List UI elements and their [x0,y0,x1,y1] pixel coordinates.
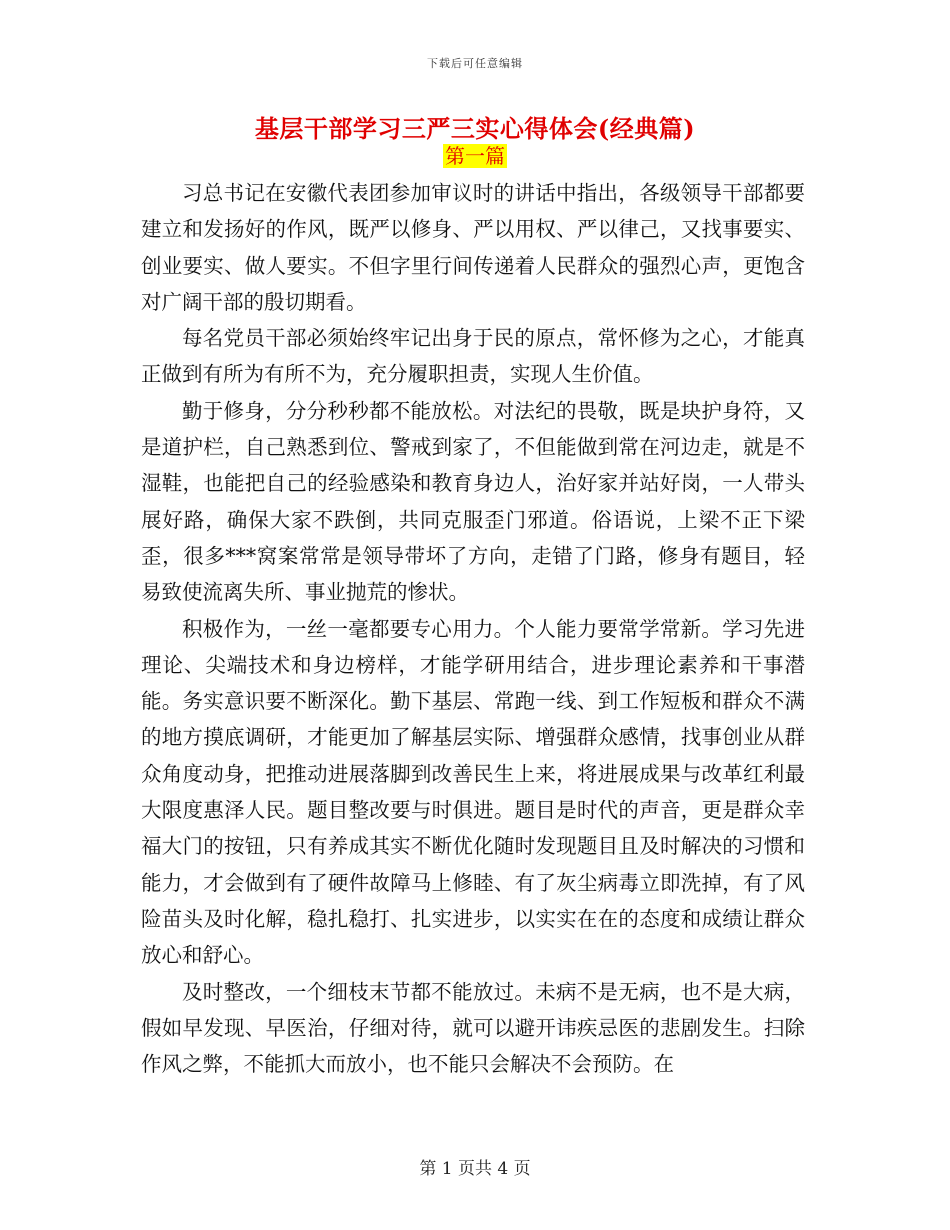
header-note: 下载后可任意编辑 [427,57,523,70]
paragraph: 勤于修身，分分秒秒都不能放松。对法纪的畏敬，既是块护身符，又是道护栏，自己熟悉到位、警戒到家了，不但能做到常在河边走，就是不湿鞋，也能把自己的经验感染和教育身边人，治好家并站好岗，一人带头展好路，确保大家不跌倒，共同克服歪门邪道。俗语说，上梁不正下梁歪，很多***窝案常常是领导带坏了方向，走错了门路，修身有题目，轻易致使流离失所、事业抛荒的惨状。 [141,398,805,605]
paragraph: 每名党员干部必须始终牢记出身于民的原点，常怀修为之心，才能真正做到有所为有所不为，充分履职担责，实现人生价值。 [141,326,805,387]
section-heading-container [0,144,950,168]
paragraph: 习总书记在安徽代表团参加审议时的讲话中指出，各级领导干部都要建立和发扬好的作风，既严以修身、严以用权、严以律己，又找事要实、创业要实、做人要实。不但字里行间传递着人民群众的强烈心声，更饱含对广阔干部的殷切期看。 [141,181,805,314]
document-title: 基层干部学习三严三实心得体会(经典篇) [254,114,696,143]
document-body [141,175,805,1082]
page-number-footer: 第 1 页共 4 页 [419,1159,531,1179]
section-heading: 第一篇 [445,144,505,168]
paragraph: 积极作为，一丝一毫都要专心用力。个人能力要常学常新。学习先进理论、尖端技术和身边榜样，才能学研用结合，进步理论素养和干事潜能。务实意识要不断深化。勤下基层、常跑一线、到工作短板和群众不满的地方摸底调研，才能更加了解基层实际、增强群众感情，找事创业从群众角度动身，把推动进展落脚到改善民生上来，将进展成果与改革红利最大限度惠泽人民。题目整改要与时俱进。题目是时代的声音，更是群众幸福大门的按钮，只有养成其实不断优化随时发现题目且及时解决的习惯和能力，才会做到有了硬件故障马上修睦、有了灰尘病毒立即洗掉，有了风险苗头及时化解，稳扎稳打、扎实进步，以实实在在的态度和成绩让群众放心和舒心。 [141,616,805,968]
paragraph: 及时整改，一个细枝末节都不能放过。未病不是无病，也不是大病，假如早发现、早医治，仔细对待，就可以避开讳疾忌医的悲剧发生。扫除作风之弊，不能抓大而放小，也不能只会解决不会预防。在 [141,979,805,1077]
